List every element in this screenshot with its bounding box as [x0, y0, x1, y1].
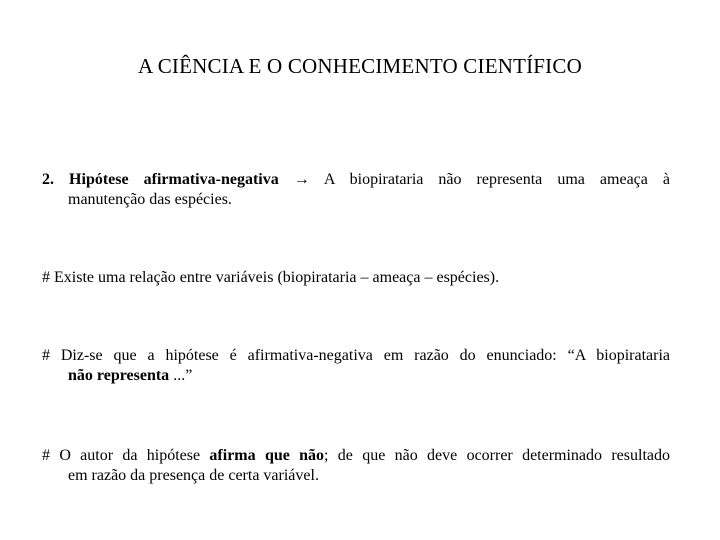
author-paragraph — [42, 446, 670, 486]
author-line-1 — [42, 446, 670, 466]
variables-text: # Existe uma relação entre variáveis (biopirataria – ameaça – espécies). — [42, 269, 500, 286]
statement-paragraph — [42, 346, 670, 386]
page-title: A CIÊNCIA E O CONHECIMENTO CIENTÍFICO — [138, 54, 582, 78]
hypothesis-term: Hipótese afirmativa-negativa — [69, 171, 279, 188]
statement-bold: não representa — [68, 367, 170, 384]
hypothesis-line-1 — [42, 170, 670, 190]
hypothesis-paragraph — [42, 170, 670, 210]
hypothesis-statement: → A biopirataria não representa uma ameaça à — [278, 171, 671, 188]
author-suffix: ; de que não deve ocorrer determinado resultado — [324, 447, 670, 464]
author-prefix: # O autor da hipótese — [42, 447, 210, 464]
hypothesis-line-2: manutenção das espécies. — [68, 191, 232, 208]
variables-paragraph — [42, 268, 670, 288]
author-line-2: em razão da presença de certa variável. — [68, 467, 319, 484]
statement-line-2 — [42, 366, 670, 386]
author-bold: afirma que não — [209, 447, 325, 464]
statement-line-1: # Diz-se que a hipótese é afirmativa-negativa em razão do enunciado: “A biopirataria — [42, 347, 670, 364]
statement-rest: ...” — [169, 367, 193, 384]
item-number: 2. — [42, 171, 54, 188]
